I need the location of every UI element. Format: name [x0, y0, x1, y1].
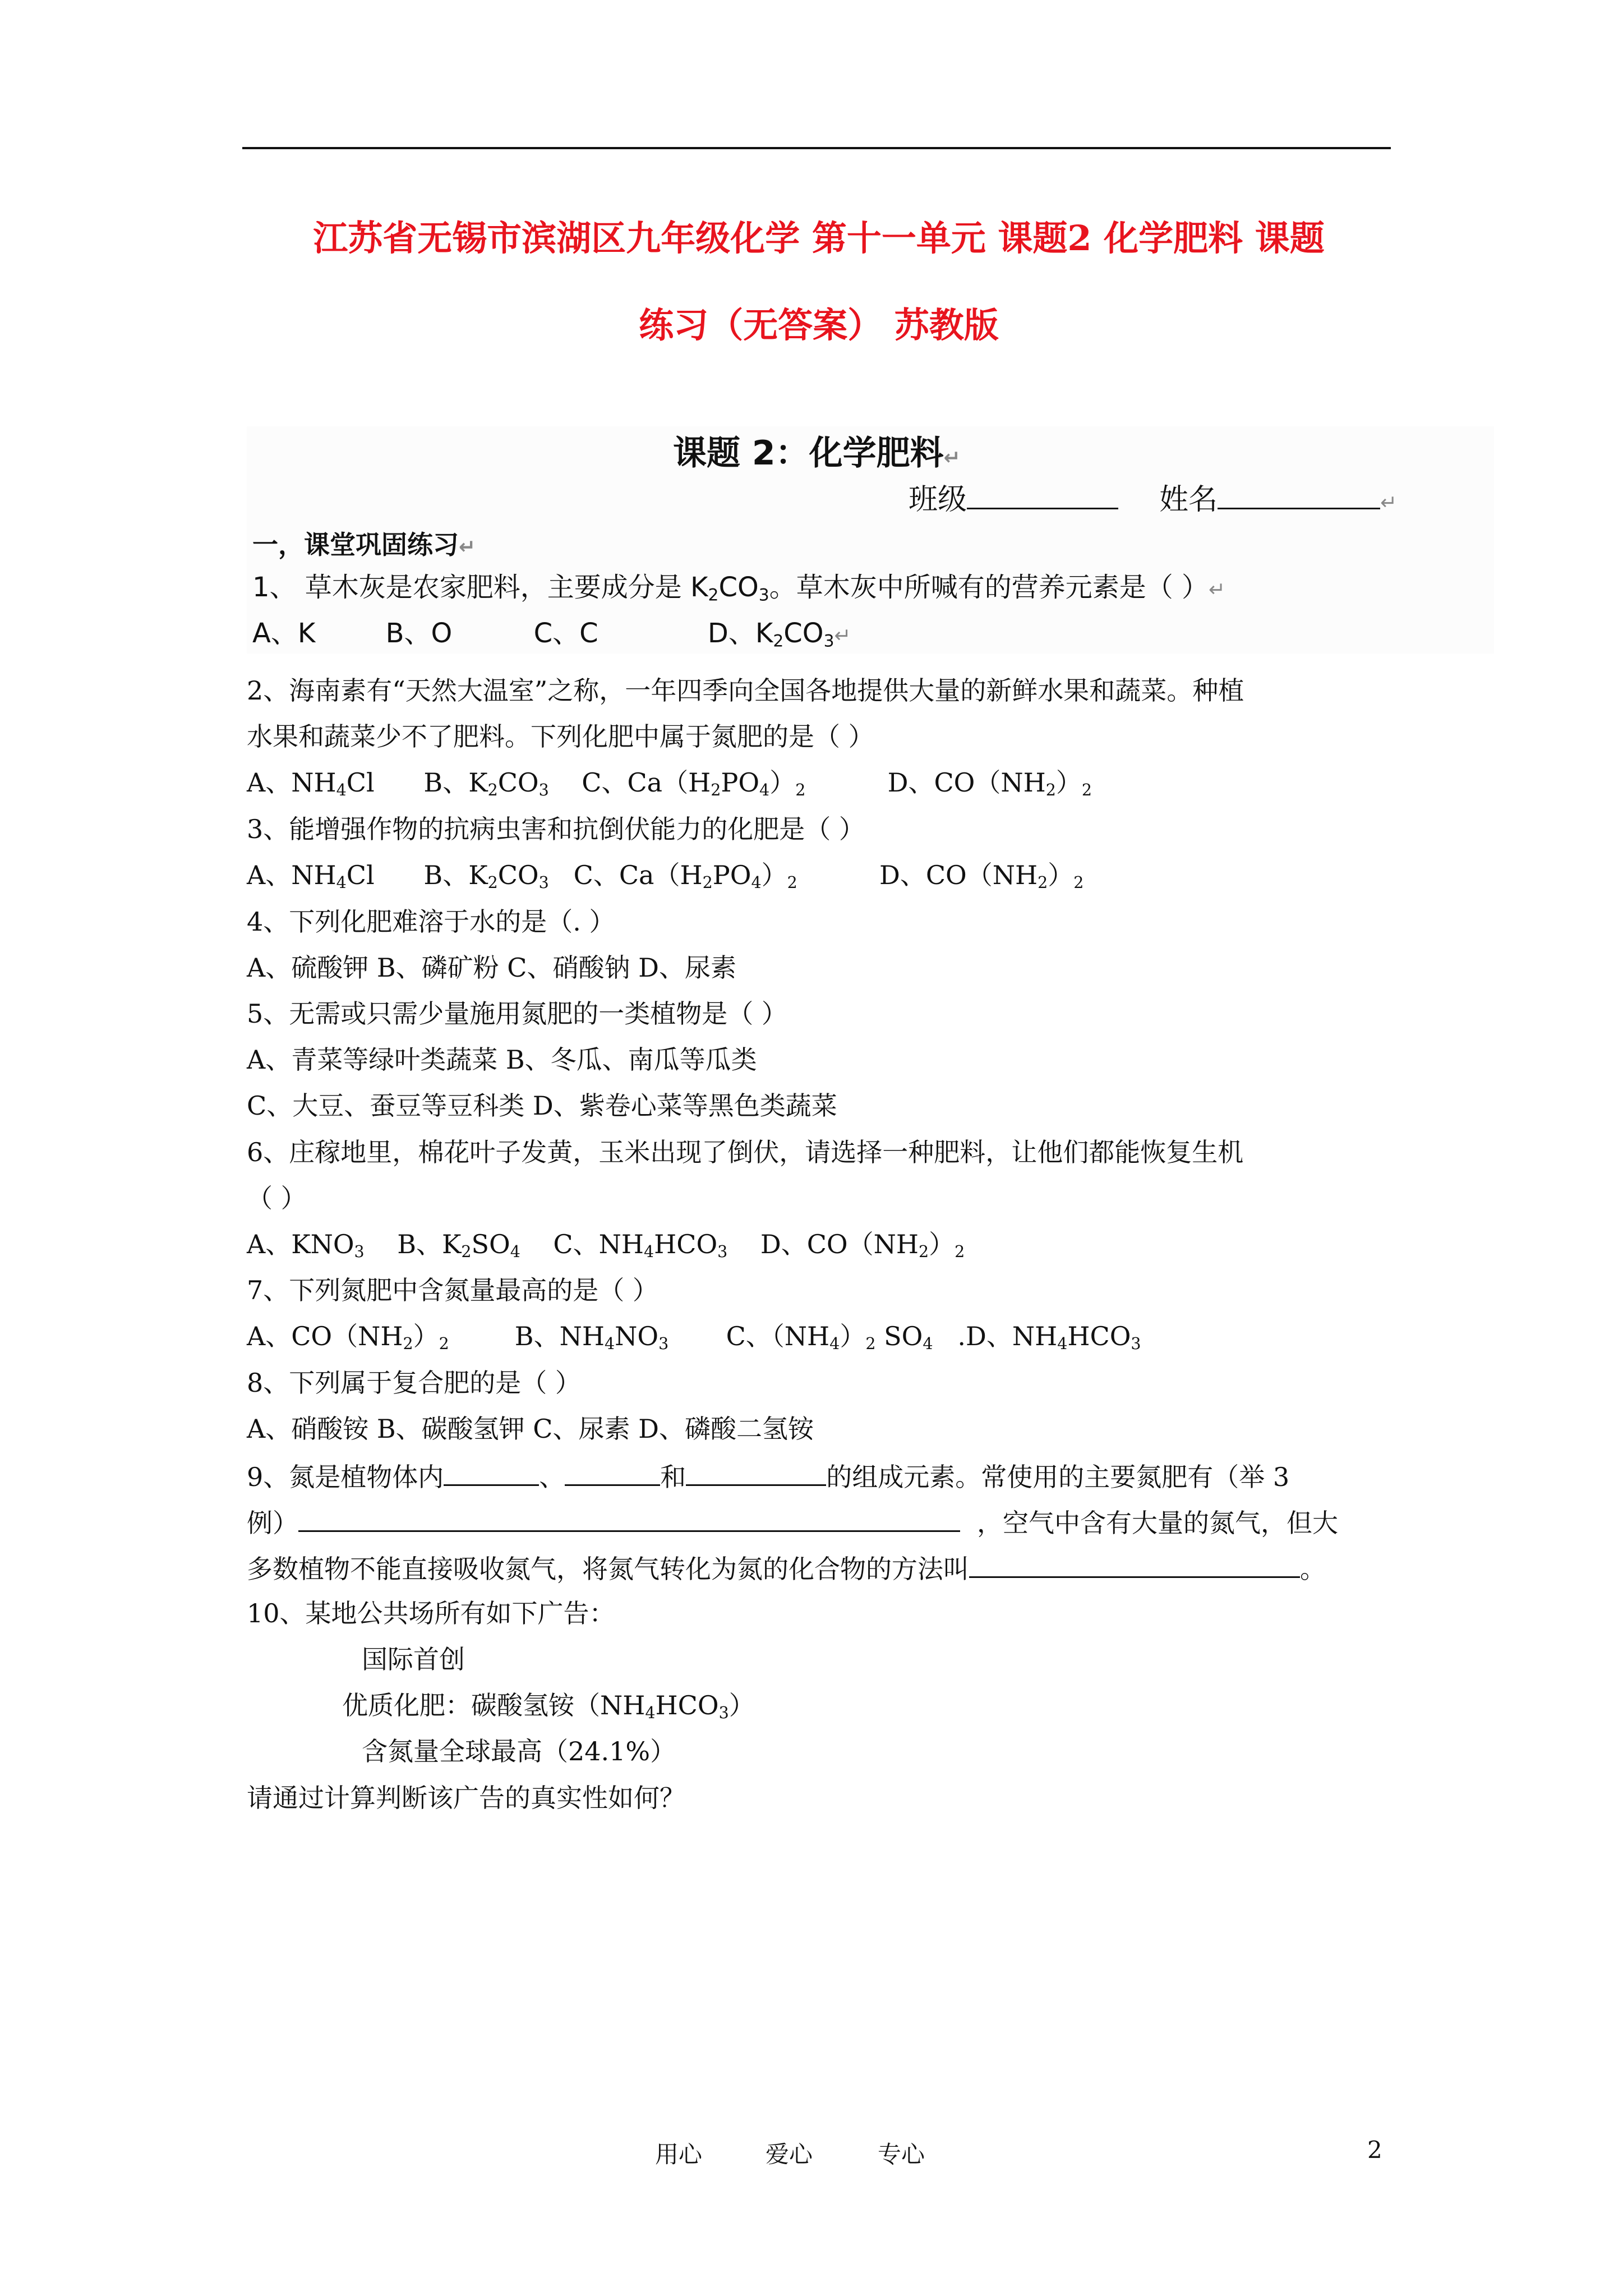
class-label: 班级 — [909, 483, 967, 517]
question-6-options: A、$KNO_3$ B、$K_2SO_4$ C、$NH_4HCO_3$ D、$CO(NH_2)_2$ — [247, 1229, 965, 1262]
question-3-options: A、$NH_4Cl$ B、$K_2CO_3$ C、$Ca(H_2PO_4)_2$ D、$CO(NH_2)_2$ — [247, 860, 1084, 892]
question-2-line-2: 水果和蔬菜少不了肥料。下列化肥中属于氮肥的是（ ） — [247, 721, 874, 752]
q9-blank-2[interactable] — [565, 1462, 660, 1486]
question-7-options: A、$CO(NH_2)_2$ B、$NH_4NO_3$ C、$(NH_4)_2$ $SO_4$ .D、$NH_4HCO_3$ — [247, 1321, 1141, 1354]
question-9-line-3: 多数植物不能直接吸收氮气，将氮气转化为氮的化合物的方法叫 。 — [247, 1554, 1326, 1584]
question-8-stem: 8、下列属于复合肥的是（ ） — [247, 1368, 581, 1398]
footer-motto-1: 用心 — [655, 2141, 703, 2168]
name-label: 姓名 — [1159, 483, 1218, 517]
question-9-line-1: 9、氮是植物体内 、 和 的组成元素。常使用的主要氮肥有（举 3 — [247, 1462, 1290, 1492]
name-blank[interactable] — [1218, 485, 1380, 509]
q1-option-d: D、$K_2CO_3$ — [707, 618, 834, 651]
section-heading: 一，课堂巩固练习↵ — [252, 530, 476, 560]
question-5-options-2: C、大豆、蚕豆等豆科类 D、紫卷心菜等黑色类蔬菜 — [247, 1091, 837, 1121]
question-1-stem: 1、 草木灰是农家肥料，主要成分是 $K_2CO_3$。草木灰中所喊有的营养元素是（ ）↵ — [252, 572, 1226, 605]
question-6-line-2: （ ） — [247, 1183, 307, 1213]
q9-blank-5[interactable] — [969, 1554, 1300, 1578]
question-9-line-2: 例） ，空气中含有大量的氮气，但大 — [247, 1508, 1338, 1538]
question-1-options: A、K B、O C、C D、$K_2CO_3↵$ — [252, 618, 851, 651]
scanned-worksheet-header — [247, 426, 1494, 654]
ad-line-1: 国际首创 — [362, 1644, 465, 1674]
q9-blank-1[interactable] — [444, 1462, 539, 1486]
class-name-blanks: 班级 姓名 ↵ — [909, 483, 1398, 517]
q1-option-b: B、O — [385, 618, 453, 649]
question-2-line-1: 2、海南素有“天然大温室”之称，一年四季向全国各地提供大量的新鲜水果和蔬菜。种植 — [247, 675, 1244, 706]
question-5-options-1: A、青菜等绿叶类蔬菜 B、冬瓜、南瓜等瓜类 — [247, 1045, 757, 1075]
q1-option-c: C、C — [533, 618, 598, 649]
question-6-line-1: 6、庄稼地里，棉花叶子发黄，玉米出现了倒伏，请选择一种肥料，让他们都能恢复生机 — [247, 1137, 1244, 1167]
footer-motto-3: 专心 — [878, 2141, 925, 2168]
ad-line-2: 优质化肥：碳酸氢铵$(NH_4HCO_3)$ — [342, 1690, 755, 1723]
page-number: 2 — [1367, 2136, 1382, 2164]
ad-line-3: 含氮量全球最高（24.1%） — [362, 1736, 676, 1766]
question-5-stem: 5、无需或只需少量施用氮肥的一类植物是（ ） — [247, 999, 787, 1029]
q9-blank-3[interactable] — [686, 1462, 826, 1486]
question-2-options: A、$NH_4Cl$ B、$K_2CO_3$ C、$Ca(H_2PO_4)_2$ D、$CO(NH_2)_2$ — [247, 767, 1092, 800]
document-title-line-2: 练习（无答案） 苏教版 — [639, 305, 999, 346]
q1-option-a: A、K — [252, 618, 316, 649]
lesson-title: 课题 2：化学肥料↵ — [673, 434, 961, 473]
document-title-line-1: 江苏省无锡市滨湖区九年级化学 第十一单元 课题2 化学肥料 课题 — [313, 218, 1325, 259]
question-4-options: A、硫酸钾 B、磷矿粉 C、硝酸钠 D、尿素 — [247, 953, 736, 983]
class-blank[interactable] — [967, 485, 1118, 509]
q9-blank-4[interactable] — [298, 1508, 960, 1532]
question-10-question: 请通过计算判断该广告的真实性如何？ — [247, 1783, 685, 1813]
question-7-stem: 7、下列氮肥中含氮量最高的是（ ） — [247, 1275, 658, 1305]
footer-motto-2: 爱心 — [766, 2141, 813, 2168]
header-rule — [242, 147, 1391, 149]
question-3-stem: 3、能增强作物的抗病虫害和抗倒伏能力的化肥是（ ） — [247, 814, 865, 844]
question-8-options: A、硝酸铵 B、碳酸氢钾 C、尿素 D、磷酸二氢铵 — [247, 1414, 814, 1444]
question-10-stem: 10、某地公共场所有如下广告： — [247, 1598, 615, 1628]
question-4-stem: 4、下列化肥难溶于水的是（. ） — [247, 907, 615, 937]
